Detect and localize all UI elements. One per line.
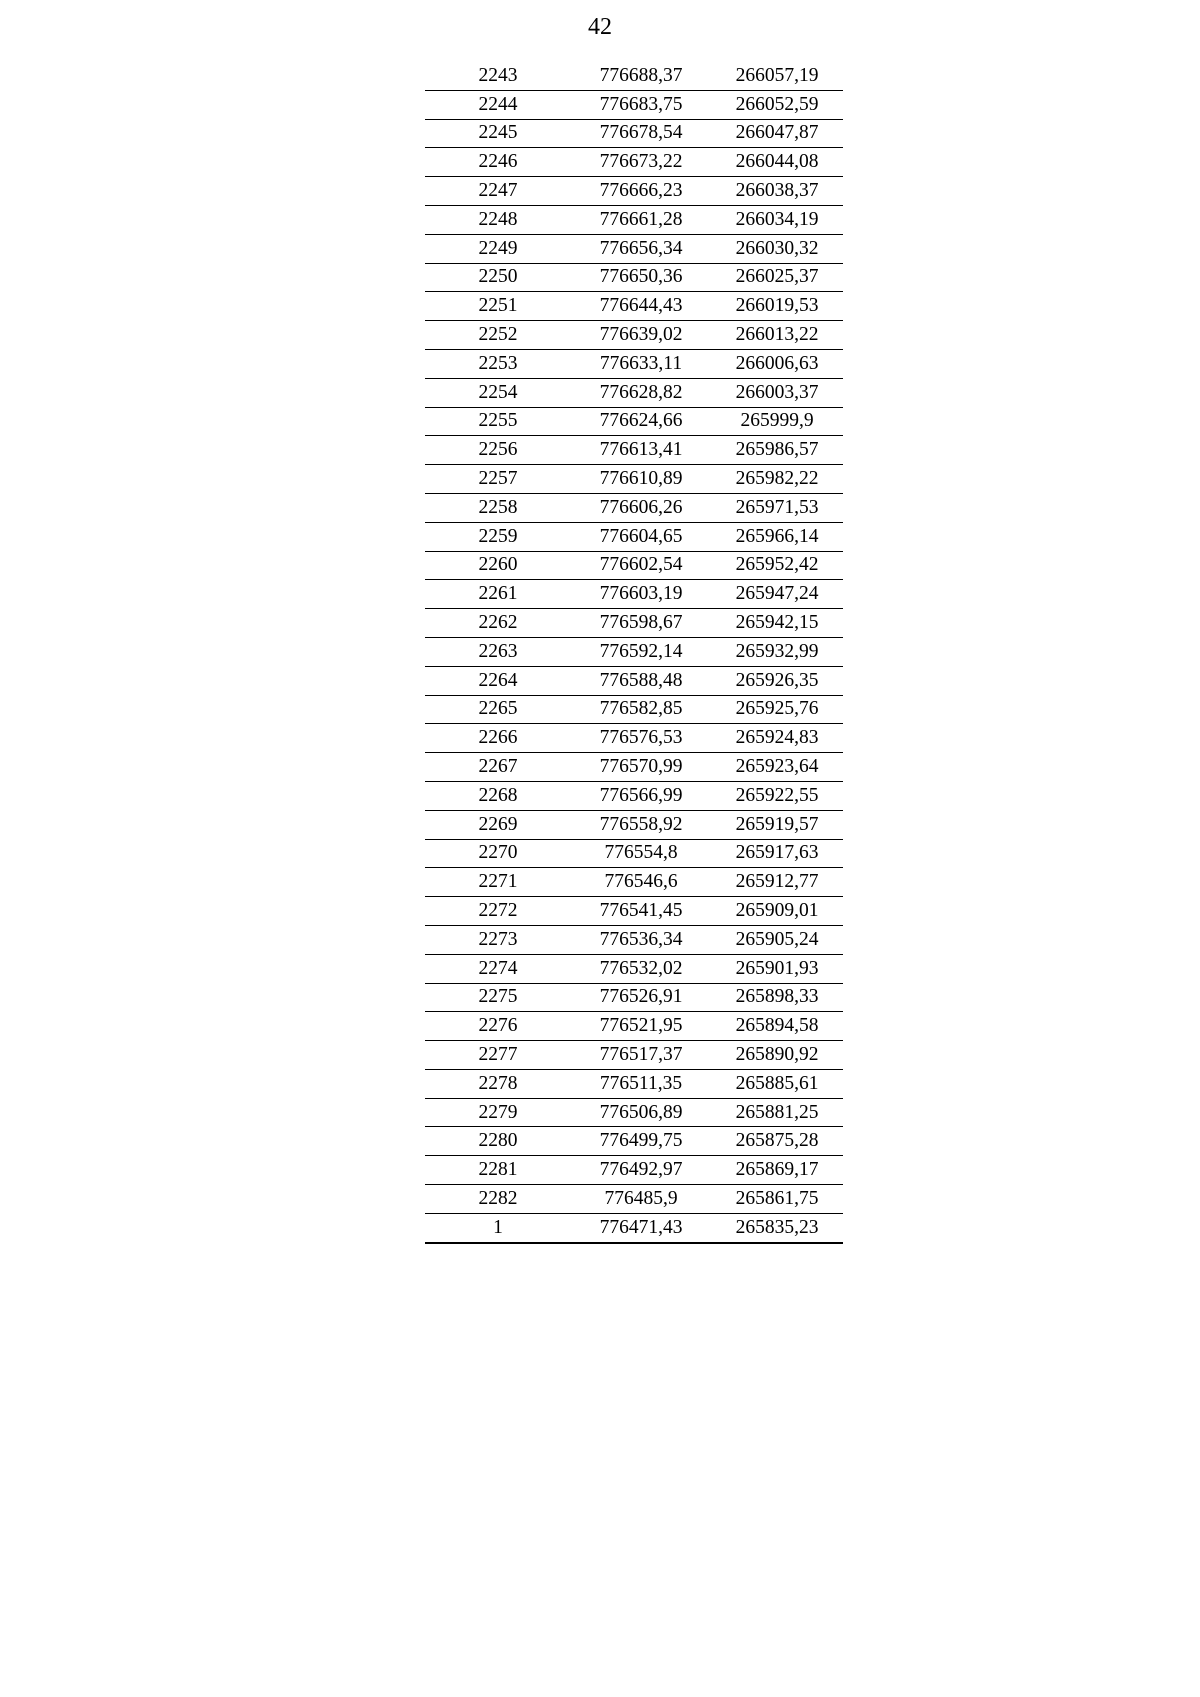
table-row bbox=[425, 1098, 843, 1127]
point-number-cell: 2261 bbox=[425, 580, 571, 609]
y-coordinate-cell: 266034,19 bbox=[711, 205, 843, 234]
table-row bbox=[425, 580, 843, 609]
y-coordinate-cell: 265905,24 bbox=[711, 925, 843, 954]
table-row bbox=[425, 234, 843, 263]
x-coordinate-cell: 776602,54 bbox=[571, 551, 711, 580]
y-coordinate-cell: 265986,57 bbox=[711, 436, 843, 465]
y-coordinate-cell: 266038,37 bbox=[711, 177, 843, 206]
y-coordinate-cell: 265835,23 bbox=[711, 1213, 843, 1242]
table-row bbox=[425, 378, 843, 407]
point-number-cell: 2266 bbox=[425, 724, 571, 753]
point-number-cell: 2257 bbox=[425, 465, 571, 494]
y-coordinate-cell: 265922,55 bbox=[711, 781, 843, 810]
point-number-cell: 2267 bbox=[425, 753, 571, 782]
y-coordinate-cell: 265901,93 bbox=[711, 954, 843, 983]
point-number-cell: 2251 bbox=[425, 292, 571, 321]
table-row bbox=[425, 1213, 843, 1242]
y-coordinate-cell: 265932,99 bbox=[711, 637, 843, 666]
y-coordinate-cell: 265917,63 bbox=[711, 839, 843, 868]
table-row bbox=[425, 925, 843, 954]
page-number: 42 bbox=[588, 14, 612, 40]
x-coordinate-cell: 776582,85 bbox=[571, 695, 711, 724]
table-row bbox=[425, 436, 843, 465]
x-coordinate-cell: 776656,34 bbox=[571, 234, 711, 263]
y-coordinate-cell: 265869,17 bbox=[711, 1156, 843, 1185]
y-coordinate-cell: 266025,37 bbox=[711, 263, 843, 292]
point-number-cell: 2256 bbox=[425, 436, 571, 465]
table-row bbox=[425, 1185, 843, 1214]
point-number-cell: 2258 bbox=[425, 493, 571, 522]
x-coordinate-cell: 776683,75 bbox=[571, 90, 711, 119]
y-coordinate-cell: 265909,01 bbox=[711, 897, 843, 926]
table-row bbox=[425, 724, 843, 753]
table-row bbox=[425, 666, 843, 695]
point-number-cell: 2252 bbox=[425, 321, 571, 350]
table-row bbox=[425, 465, 843, 494]
point-number-cell: 2247 bbox=[425, 177, 571, 206]
point-number-cell: 2280 bbox=[425, 1127, 571, 1156]
y-coordinate-cell: 266019,53 bbox=[711, 292, 843, 321]
table-row bbox=[425, 90, 843, 119]
x-coordinate-cell: 776604,65 bbox=[571, 522, 711, 551]
table-row bbox=[425, 1156, 843, 1185]
x-coordinate-cell: 776610,89 bbox=[571, 465, 711, 494]
table-row bbox=[425, 839, 843, 868]
point-number-cell: 2243 bbox=[425, 62, 571, 90]
point-number-cell: 2278 bbox=[425, 1069, 571, 1098]
y-coordinate-cell: 265912,77 bbox=[711, 868, 843, 897]
y-coordinate-cell: 265923,64 bbox=[711, 753, 843, 782]
x-coordinate-cell: 776511,35 bbox=[571, 1069, 711, 1098]
x-coordinate-cell: 776521,95 bbox=[571, 1012, 711, 1041]
point-number-cell: 2272 bbox=[425, 897, 571, 926]
point-number-cell: 2274 bbox=[425, 954, 571, 983]
coordinates-table-body bbox=[425, 62, 843, 1243]
table-row bbox=[425, 263, 843, 292]
point-number-cell: 2253 bbox=[425, 349, 571, 378]
point-number-cell: 2255 bbox=[425, 407, 571, 436]
point-number-cell: 2264 bbox=[425, 666, 571, 695]
y-coordinate-cell: 265925,76 bbox=[711, 695, 843, 724]
y-coordinate-cell: 265982,22 bbox=[711, 465, 843, 494]
point-number-cell: 2277 bbox=[425, 1041, 571, 1070]
table-row bbox=[425, 810, 843, 839]
table-row bbox=[425, 522, 843, 551]
point-number-cell: 2270 bbox=[425, 839, 571, 868]
table-row bbox=[425, 292, 843, 321]
table-row bbox=[425, 954, 843, 983]
x-coordinate-cell: 776576,53 bbox=[571, 724, 711, 753]
table-row bbox=[425, 1127, 843, 1156]
point-number-cell: 2269 bbox=[425, 810, 571, 839]
table-row bbox=[425, 148, 843, 177]
y-coordinate-cell: 265999,9 bbox=[711, 407, 843, 436]
x-coordinate-cell: 776526,91 bbox=[571, 983, 711, 1012]
y-coordinate-cell: 266052,59 bbox=[711, 90, 843, 119]
y-coordinate-cell: 265890,92 bbox=[711, 1041, 843, 1070]
coordinates-table bbox=[425, 62, 843, 1244]
point-number-cell: 2249 bbox=[425, 234, 571, 263]
point-number-cell: 2245 bbox=[425, 119, 571, 148]
point-number-cell: 1 bbox=[425, 1213, 571, 1242]
x-coordinate-cell: 776492,97 bbox=[571, 1156, 711, 1185]
x-coordinate-cell: 776613,41 bbox=[571, 436, 711, 465]
point-number-cell: 2279 bbox=[425, 1098, 571, 1127]
point-number-cell: 2248 bbox=[425, 205, 571, 234]
y-coordinate-cell: 265971,53 bbox=[711, 493, 843, 522]
x-coordinate-cell: 776499,75 bbox=[571, 1127, 711, 1156]
x-coordinate-cell: 776471,43 bbox=[571, 1213, 711, 1242]
x-coordinate-cell: 776678,54 bbox=[571, 119, 711, 148]
y-coordinate-cell: 265919,57 bbox=[711, 810, 843, 839]
table-row bbox=[425, 177, 843, 206]
x-coordinate-cell: 776688,37 bbox=[571, 62, 711, 90]
table-row bbox=[425, 781, 843, 810]
x-coordinate-cell: 776536,34 bbox=[571, 925, 711, 954]
y-coordinate-cell: 265885,61 bbox=[711, 1069, 843, 1098]
table-row bbox=[425, 1012, 843, 1041]
table-row bbox=[425, 695, 843, 724]
table-row bbox=[425, 868, 843, 897]
y-coordinate-cell: 265947,24 bbox=[711, 580, 843, 609]
point-number-cell: 2246 bbox=[425, 148, 571, 177]
x-coordinate-cell: 776633,11 bbox=[571, 349, 711, 378]
y-coordinate-cell: 265894,58 bbox=[711, 1012, 843, 1041]
point-number-cell: 2268 bbox=[425, 781, 571, 810]
table-row bbox=[425, 609, 843, 638]
point-number-cell: 2276 bbox=[425, 1012, 571, 1041]
table-row bbox=[425, 551, 843, 580]
point-number-cell: 2260 bbox=[425, 551, 571, 580]
x-coordinate-cell: 776566,99 bbox=[571, 781, 711, 810]
y-coordinate-cell: 265898,33 bbox=[711, 983, 843, 1012]
x-coordinate-cell: 776546,6 bbox=[571, 868, 711, 897]
table-row bbox=[425, 321, 843, 350]
x-coordinate-cell: 776666,23 bbox=[571, 177, 711, 206]
x-coordinate-cell: 776592,14 bbox=[571, 637, 711, 666]
x-coordinate-cell: 776661,28 bbox=[571, 205, 711, 234]
point-number-cell: 2281 bbox=[425, 1156, 571, 1185]
y-coordinate-cell: 265942,15 bbox=[711, 609, 843, 638]
point-number-cell: 2265 bbox=[425, 695, 571, 724]
point-number-cell: 2250 bbox=[425, 263, 571, 292]
x-coordinate-cell: 776650,36 bbox=[571, 263, 711, 292]
table-row bbox=[425, 349, 843, 378]
y-coordinate-cell: 266030,32 bbox=[711, 234, 843, 263]
point-number-cell: 2263 bbox=[425, 637, 571, 666]
y-coordinate-cell: 265924,83 bbox=[711, 724, 843, 753]
y-coordinate-cell: 266003,37 bbox=[711, 378, 843, 407]
y-coordinate-cell: 265952,42 bbox=[711, 551, 843, 580]
x-coordinate-cell: 776644,43 bbox=[571, 292, 711, 321]
x-coordinate-cell: 776598,67 bbox=[571, 609, 711, 638]
y-coordinate-cell: 265875,28 bbox=[711, 1127, 843, 1156]
x-coordinate-cell: 776558,92 bbox=[571, 810, 711, 839]
y-coordinate-cell: 265926,35 bbox=[711, 666, 843, 695]
point-number-cell: 2259 bbox=[425, 522, 571, 551]
x-coordinate-cell: 776588,48 bbox=[571, 666, 711, 695]
x-coordinate-cell: 776532,02 bbox=[571, 954, 711, 983]
y-coordinate-cell: 266044,08 bbox=[711, 148, 843, 177]
y-coordinate-cell: 266013,22 bbox=[711, 321, 843, 350]
x-coordinate-cell: 776554,8 bbox=[571, 839, 711, 868]
table-row bbox=[425, 637, 843, 666]
x-coordinate-cell: 776485,9 bbox=[571, 1185, 711, 1214]
y-coordinate-cell: 265966,14 bbox=[711, 522, 843, 551]
table-row bbox=[425, 983, 843, 1012]
table-row bbox=[425, 493, 843, 522]
table-row bbox=[425, 205, 843, 234]
point-number-cell: 2273 bbox=[425, 925, 571, 954]
y-coordinate-cell: 265881,25 bbox=[711, 1098, 843, 1127]
table-row bbox=[425, 1069, 843, 1098]
point-number-cell: 2244 bbox=[425, 90, 571, 119]
x-coordinate-cell: 776517,37 bbox=[571, 1041, 711, 1070]
y-coordinate-cell: 266057,19 bbox=[711, 62, 843, 90]
x-coordinate-cell: 776603,19 bbox=[571, 580, 711, 609]
y-coordinate-cell: 266047,87 bbox=[711, 119, 843, 148]
table-row bbox=[425, 1041, 843, 1070]
point-number-cell: 2271 bbox=[425, 868, 571, 897]
x-coordinate-cell: 776570,99 bbox=[571, 753, 711, 782]
point-number-cell: 2275 bbox=[425, 983, 571, 1012]
point-number-cell: 2254 bbox=[425, 378, 571, 407]
x-coordinate-cell: 776673,22 bbox=[571, 148, 711, 177]
table-row bbox=[425, 753, 843, 782]
x-coordinate-cell: 776541,45 bbox=[571, 897, 711, 926]
x-coordinate-cell: 776628,82 bbox=[571, 378, 711, 407]
table-row bbox=[425, 897, 843, 926]
x-coordinate-cell: 776624,66 bbox=[571, 407, 711, 436]
table-row bbox=[425, 62, 843, 90]
table-row bbox=[425, 119, 843, 148]
point-number-cell: 2282 bbox=[425, 1185, 571, 1214]
x-coordinate-cell: 776606,26 bbox=[571, 493, 711, 522]
y-coordinate-cell: 265861,75 bbox=[711, 1185, 843, 1214]
point-number-cell: 2262 bbox=[425, 609, 571, 638]
x-coordinate-cell: 776639,02 bbox=[571, 321, 711, 350]
table-row bbox=[425, 407, 843, 436]
x-coordinate-cell: 776506,89 bbox=[571, 1098, 711, 1127]
y-coordinate-cell: 266006,63 bbox=[711, 349, 843, 378]
